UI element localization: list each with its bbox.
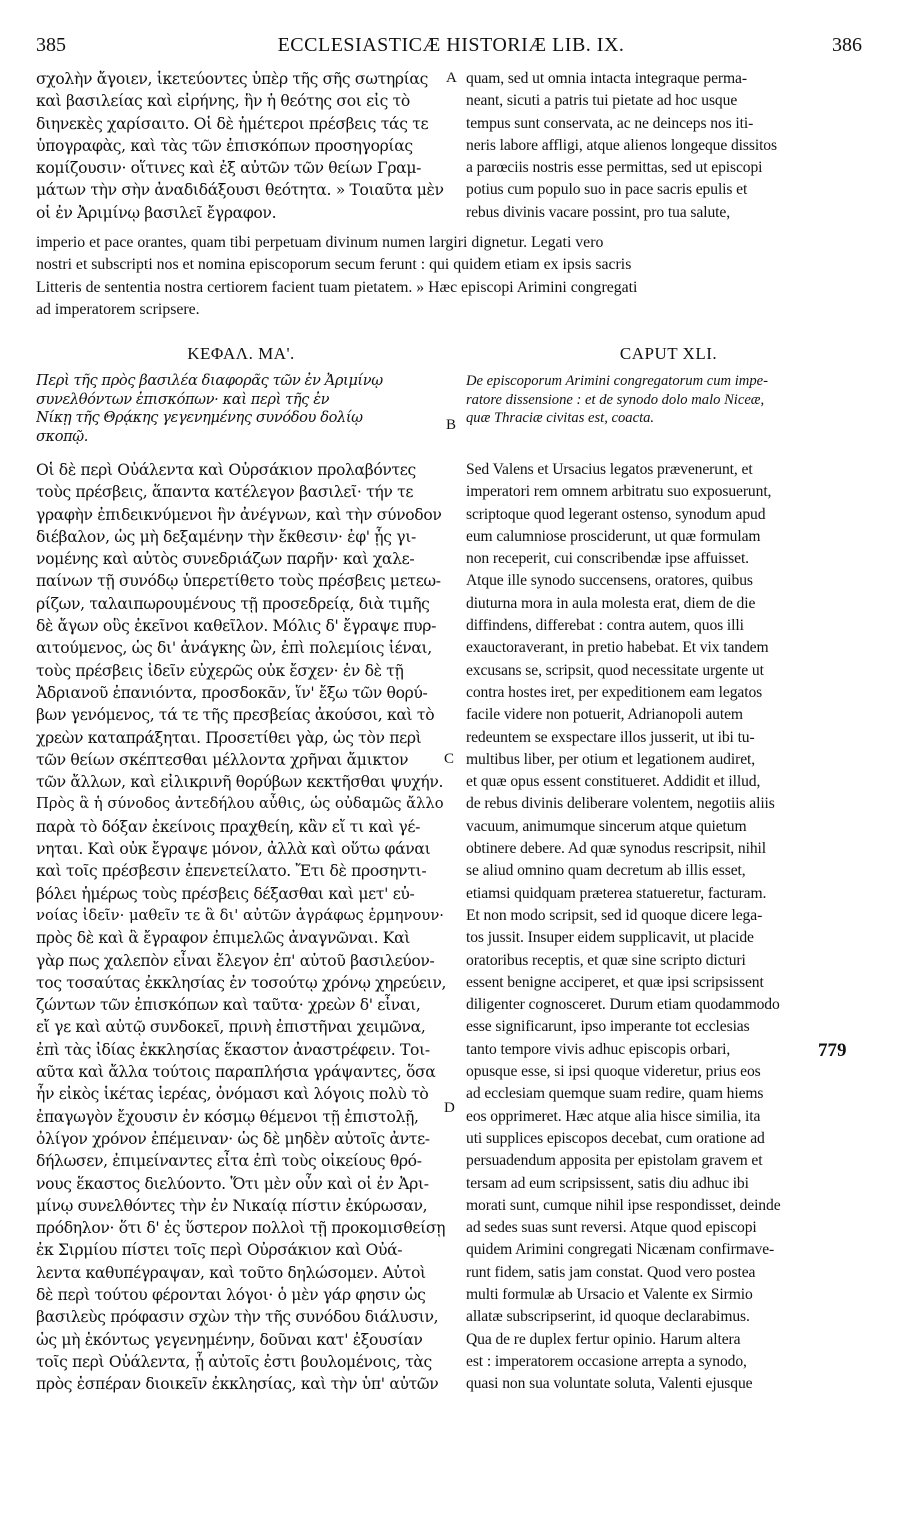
latin-summary-line: ratore dissensione : et de synodo dolo malo Niceæ, [466, 391, 765, 408]
greek-text-line: ζώντων τῶν ἐπισκόπων καὶ ταῦτα· χρεὼν δ' εἶναι, [36, 996, 421, 1015]
greek-text-line: ὀλίγον χρόνον ἐπέμειναν· ὡς δὲ μηδὲν αὐτοῖς ἀντε- [36, 1129, 430, 1148]
greek-text-line: καὶ τοῖς πρέσβεσιν ἐπενετείλατο. Ἔτι δὲ προσηντι- [36, 862, 427, 881]
greek-text-line: Οἱ δὲ περὶ Οὐάλεντα καὶ Οὐρσάκιον προλαβόντες [36, 461, 416, 479]
latin-text-line: oratoribus receptis, et quæ sine scripto dicturi [466, 951, 746, 969]
greek-text-line: διηνεκὲς χαρίσαιτο. Οἱ δὲ ἡμέτεροι πρέσβεις τάς τε [36, 114, 429, 133]
greek-text-line: νοίας ἰδεῖν· μαθεῖν τε ἃ δι' αὐτῶν ἀγράφως ἑρμηνουν· [36, 906, 444, 924]
greek-text-line: ὑπογραφὰς, καὶ τὰς τῶν ἐπισκόπων προσηγορίας [36, 136, 413, 155]
latin-text-line: diffindens, differebat : contra autem, quos illi [466, 617, 744, 635]
latin-text-line: essent benigne acciperet, et quæ ipsi scripsissent [466, 973, 764, 991]
greek-text-line: τῶν ἄλλων, καὶ εἰλικρινῆ θορύβων κεκτῆσθαι ψυχήν. [36, 773, 444, 792]
page-number-left: 385 [36, 34, 66, 56]
latin-text-line: et quæ opus essent constitueret. Addidit et illud, [466, 773, 761, 791]
greek-text-line: πρόδηλον· ὅτι δ' ἐς ὕστερον πολλοὶ τῇ προκομισθείσῃ [36, 1219, 446, 1238]
greek-summary-line: Νίκῃ τῆς Θρᾴκης γεγενημένης συνόδου δολίῳ [36, 409, 363, 426]
greek-text-line: νομένης καὶ αὐτὸς συνεδριάζων παρῆν· καὶ χαλε- [36, 550, 415, 569]
greek-text-line: ἐκ Σιρμίου πίστει τοῖς περὶ Οὐρσάκιον καὶ Οὐά- [36, 1241, 403, 1260]
greek-text-line: γὰρ πως χαλεπὸν εἶναι ἔλεγον ἐπ' αὐτοῦ βασιλεύον- [36, 951, 435, 970]
latin-text-line: tos jussit. Insuper eidem supplicavit, ut placide [466, 929, 754, 947]
latin-text-line: Qua de re duplex fertur opinio. Harum altera [466, 1330, 741, 1348]
greek-text-line: τοῖς περὶ Οὐάλεντα, ᾗ αὐτοῖς ἐστι βουλομένοις, τὰς [36, 1352, 432, 1371]
greek-text-line: ἐπὶ τὰς ἰδίας ἐκκλησίας ἕκαστον ἀναστρέφειν. Τοι- [36, 1040, 430, 1059]
greek-body-column [36, 459, 446, 1395]
latin-text-line: Et non modo scripsit, sed id quoque dicere lega- [466, 906, 763, 924]
greek-chapter-summary [36, 372, 446, 446]
latin-text-line: neris labore affligi, atque alienos longeque dissitos [466, 136, 777, 154]
latin-text-line: Atque ille synodo succensens, oratores, quibus [466, 572, 753, 590]
greek-text-line: μάτων τὴν σὴν ἀναδιδάξουσι θεότητα. » Τοιαῦτα μὲν [36, 181, 444, 200]
latin-text-line: non receperit, cui conscribendæ ipse affuisset. [466, 550, 749, 568]
latin-summary-line: quæ Thraciæ civitas est, coacta. [466, 410, 655, 426]
latin-text-line: tersam ad eum scripsissent, satis diu adhuc ibi [466, 1174, 749, 1192]
latin-text-line: ad sedes suas sunt reversi. Atque quod episcopi [466, 1219, 757, 1237]
greek-text-line: τοὺς πρέσβεις ἰδεῖν εὐχερῶς οὐκ ἔσχεν· ἐν δὲ τῇ [36, 661, 404, 680]
latin-body-column [466, 459, 871, 1395]
greek-text-line: λεντα καθυπέγραψαν, καὶ τοῦτο δηλώσομεν. Αὐτοὶ [36, 1263, 426, 1282]
latin-text-line: excusans se, scripsit, quod necessitate urgente ut [466, 661, 764, 679]
greek-text-line: πρὸς ἑσπέραν διοικεῖν ἐκκλησίας, καὶ τὴν ὑπ' αὐτῶν [36, 1375, 439, 1394]
latin-text-line: neant, sicuti a patris tui pietate ad hoc usque [466, 92, 738, 110]
greek-summary-line: σκοπῷ. [36, 427, 89, 445]
latin-text-line: scriptoque quod legerant ostenso, synodum apud [466, 505, 766, 523]
latin-text-line: eum calumniose prosciderunt, ut quæ formulam [466, 527, 761, 545]
latin-text-line: ad imperatorem scripsere. [36, 300, 200, 318]
latin-text-line: persuadendum apposita per epistolam gravem et [466, 1152, 763, 1170]
column-number: 779 [818, 1040, 847, 1061]
greek-text-line: τοὺς πρέσβεις, ἅπαντα κατέλεγον βασιλεῖ· τήν τε [36, 483, 414, 502]
greek-text-line: οἱ ἐν Ἀριμίνῳ βασιλεῖ ἔγραφον. [36, 203, 277, 222]
latin-text-line: est : imperatorem occasione arrepta a synodo, [466, 1352, 747, 1370]
latin-text-line: etiamsi quidquam præterea statueretur, facturam. [466, 884, 767, 902]
latin-text-line: redeuntem se exspectare illos jusserit, ut ibi tu- [466, 728, 755, 746]
latin-text-line: rebus divinis vacare possint, pro tua salute, [466, 203, 730, 221]
latin-text-line: nostri et subscripti nos et nomina episcoporum secum ferunt : qui quidem etiam ex ipsis sacris [36, 256, 632, 274]
latin-text-line: quam, sed ut omnia intacta integraque perma- [466, 70, 747, 87]
greek-text-line: βων γενόμενος, τά τε τῆς πρεσβείας ἀκούσοι, καὶ τὸ [36, 706, 435, 725]
latin-text-line: potius cum populo suo in pace sacris epulis et [466, 181, 748, 199]
greek-text-line: δὲ περὶ τούτου φέρονται λόγοι· ὁ μὲν γάρ φησιν ὡς [36, 1285, 426, 1304]
latin-summary-line: De episcoporum Arimini congregatorum cum impe- [466, 373, 768, 389]
greek-text-line: εἴ γε καὶ αὐτῷ συνδοκεῖ, πρινὴ ἐπιστῆναι χειμῶνα, [36, 1018, 426, 1037]
greek-text-line: σχολὴν ἄγοιεν, ἱκετεύοντες ὑπὲρ τῆς σῆς σωτηρίας [36, 70, 428, 88]
latin-text-line: quasi non sua voluntate soluta, Valenti ejusque [466, 1375, 753, 1393]
latin-text-line: exauctoraverant, in pretio habebat. Et vix tandem [466, 639, 769, 657]
latin-text-line: multi formulæ ab Ursacio et Valente ex Sirmio [466, 1285, 753, 1303]
margin-letter-d: D [444, 1100, 455, 1116]
latin-text-line: allatæ subscripserint, id quoque declarabimus. [466, 1308, 750, 1326]
greek-text-line: δὲ ἄγων οὓς ἐκεῖνοι καθεῖλον. Μόλις δ' ἔγραψε πυρ- [36, 617, 437, 636]
greek-chapter-heading: ΚΕΦΑΛ. ΜΑ'. [187, 344, 295, 363]
greek-text-line: αιτούμενος, ὡς δι' ἀνάγκης ὢν, ἐπὶ πολεμίοις ἰέναι, [36, 639, 432, 658]
greek-text-line: χρεὼν καταπράξηται. Προσετίθει γὰρ, ὡς τὸν περὶ [36, 728, 422, 747]
latin-text-line: morati sunt, cumque nihil ipse respondisset, deinde [466, 1196, 781, 1214]
top-latin-column [466, 68, 871, 224]
latin-text-line: quidem Arimini congregati Nicænam confirmave- [466, 1241, 775, 1259]
greek-text-line: δήλωσεν, ἐπιμείναντες εἶτα ἐπὶ τοὺς οἰκείους θρό- [36, 1152, 422, 1171]
latin-text-line: multibus liber, per otium et legationem audiret, [466, 750, 756, 768]
latin-text-line: Sed Valens et Ursacius legatos prævenerunt, et [466, 461, 753, 478]
top-greek-column [36, 68, 446, 224]
latin-text-line: a parœciis nostris esse permittas, sed ut episcopi [466, 159, 763, 177]
greek-text-line: βασιλεὺς πρόφασιν σχὼν τὴν τῆς συνόδου διάλυσιν, [36, 1308, 439, 1327]
greek-text-line: τος τοσαύτας ἐκκλησίας ἐν τοσούτῳ χρόνῳ χηρεύειν, [36, 973, 446, 992]
margin-letter-a: A [446, 70, 457, 86]
greek-text-line: βόλει ἡμέρως τοὺς πρέσβεις δέξασθαι καὶ μετ' εὐ- [36, 884, 415, 903]
latin-text-line: de rebus divinis deliberare volentem, negotiis aliis [466, 795, 775, 813]
page-number-right: 386 [832, 34, 862, 56]
greek-summary-line: συνελθόντων ἐπισκόπων· καὶ περὶ τῆς ἐν [36, 390, 330, 408]
page-header [0, 34, 902, 58]
full-width-latin [36, 232, 866, 321]
latin-text-line: tanto tempore vivis adhuc episcopis orbari, [466, 1040, 731, 1058]
latin-text-line: imperio et pace orantes, quam tibi perpetuam divinum numen largiri dignetur. Legati vero [36, 234, 604, 251]
latin-text-line: opusque esse, si ipsi quoque videretur, prius eos [466, 1063, 761, 1081]
greek-text-line: Ἀδριανοῦ ἐπανιόντα, προσδοκᾶν, ἵν' ἔξω τῶν θορύ- [36, 683, 428, 702]
latin-text-line: tempus sunt conservata, ac ne deinceps nos iti- [466, 114, 754, 132]
greek-text-line: νους ἕκαστος διελύοντο. Ὅτι μὲν οὖν καὶ οἱ ἐν Ἀρι- [36, 1174, 429, 1193]
greek-text-line: καὶ βασιλείας καὶ εἰρήνης, ἣν ἡ θεότης σοι εἰς τὸ [36, 92, 410, 111]
latin-text-line: diligenter cognosceret. Durum etiam quodammodo [466, 996, 780, 1014]
latin-text-line: vacuum, animumque sincerum atque quietum [466, 817, 747, 835]
greek-text-line: ἐπαγωγὸν ἔχουσιν ἐν κόσμῳ θέμενοι τῇ ἐπιστολῇ, [36, 1107, 419, 1126]
greek-text-line: γραφὴν ἐπιδεικνύμενοι ἣν ἀνέγνων, καὶ τὴν σύνοδον [36, 505, 442, 524]
latin-chapter-heading: CAPUT XLI. [619, 344, 718, 363]
greek-summary-line: Περὶ τῆς πρὸς βασιλέα διαφορᾶς τῶν ἐν Ἀριμίνῳ [36, 372, 383, 389]
greek-text-line: παρὰ τὸ δόξαν ἐκείνοις πραχθείη, κἂν εἴ τι καὶ γέ- [36, 817, 421, 836]
latin-text-line: imperatori rem omnem arbitratu suo exposuerunt, [466, 483, 772, 501]
latin-text-line: diuturna mora in aula molesta erat, diem de die [466, 594, 756, 612]
running-title: ECCLESIASTICÆ HISTORIÆ LIB. IX. [277, 34, 625, 56]
greek-text-line: ἦν εἰκὸς ἱκέτας ἱερέας, ὀνόμασι καὶ λόγοις πολὺ τὸ [36, 1085, 429, 1104]
margin-letter-b: B [446, 417, 457, 433]
greek-text-line: Πρὸς ἃ ἡ σύνοδος ἀντεδήλου αὖθις, ὡς οὐδαμῶς ἄλλο [36, 795, 444, 813]
greek-text-line: διέβαλον, ὡς μὴ δεξαμένην τὴν ἔκθεσιν· ἐφ' ᾗς γι- [36, 527, 416, 546]
latin-text-line: runt fidem, satis jam constat. Quod vero postea [466, 1263, 756, 1281]
latin-text-line: facile videre non potuerit, Adrianopoli autem [466, 706, 743, 724]
latin-text-line: se aliud omnino quam decretum ab illis esset, [466, 862, 746, 880]
greek-text-line: αῦτα καὶ ἄλλα τούτοις παραπλήσια γράψαντες, ὅσα [36, 1063, 436, 1082]
latin-chapter-summary [466, 372, 871, 428]
margin-letter-c: C [444, 751, 455, 767]
latin-text-line: eos opprimeret. Hæc atque alia hisce similia, ita [466, 1107, 761, 1125]
latin-text-line: obtinere debere. Ad quæ synodus rescripsit, nihil [466, 840, 766, 858]
latin-text-line: ad ecclesiam quemque suam redire, quam hiems [466, 1085, 764, 1103]
greek-text-line: ρίζων, ταλαιπωρουμένους τῇ προσεδρείᾳ, διὰ τιμῆς [36, 594, 430, 613]
latin-text-line: contra hostes iret, per expeditionem eam legatos [466, 683, 763, 701]
latin-text-line: esse significarunt, ipso imperante tot ecclesias [466, 1018, 750, 1036]
greek-text-line: νηται. Καὶ οὐκ ἔγραψε μόνον, ἀλλὰ καὶ οὕτω φάναι [36, 840, 431, 859]
greek-text-line: πρὸς δὲ καὶ ἃ ἔγραφον ἐπιμελῶς ἀναγνῶναι. Καὶ [36, 929, 411, 948]
latin-text-line: Litteris de sententia nostra certiorem facient tuam pietatem. » Hæc episcopi Arimini congregati [36, 278, 638, 296]
greek-text-line: τῶν θείων σκέπτεσθαι μέλλοντα χρῆναι ἄμικτον [36, 750, 409, 769]
latin-text-line: uti supplices episcopos decebat, cum oratione ad [466, 1129, 765, 1147]
greek-text-line: μίνῳ συνελθόντες τὴν ἐν Νικαίᾳ πίστιν ἐκύρωσαν, [36, 1196, 428, 1215]
greek-text-line: ὡς μὴ ἑκόντως γεγενημένην, δοῦναι κατ' ἐξουσίαν [36, 1330, 423, 1349]
greek-text-line: κομίζουσιν· οἵτινες καὶ ἐξ αὐτῶν τῶν θείων Γραμ- [36, 159, 422, 178]
greek-text-line: παίνων τῇ συνόδῳ ὑπερετίθετο τοὺς πρέσβεις μετεω- [36, 572, 441, 591]
